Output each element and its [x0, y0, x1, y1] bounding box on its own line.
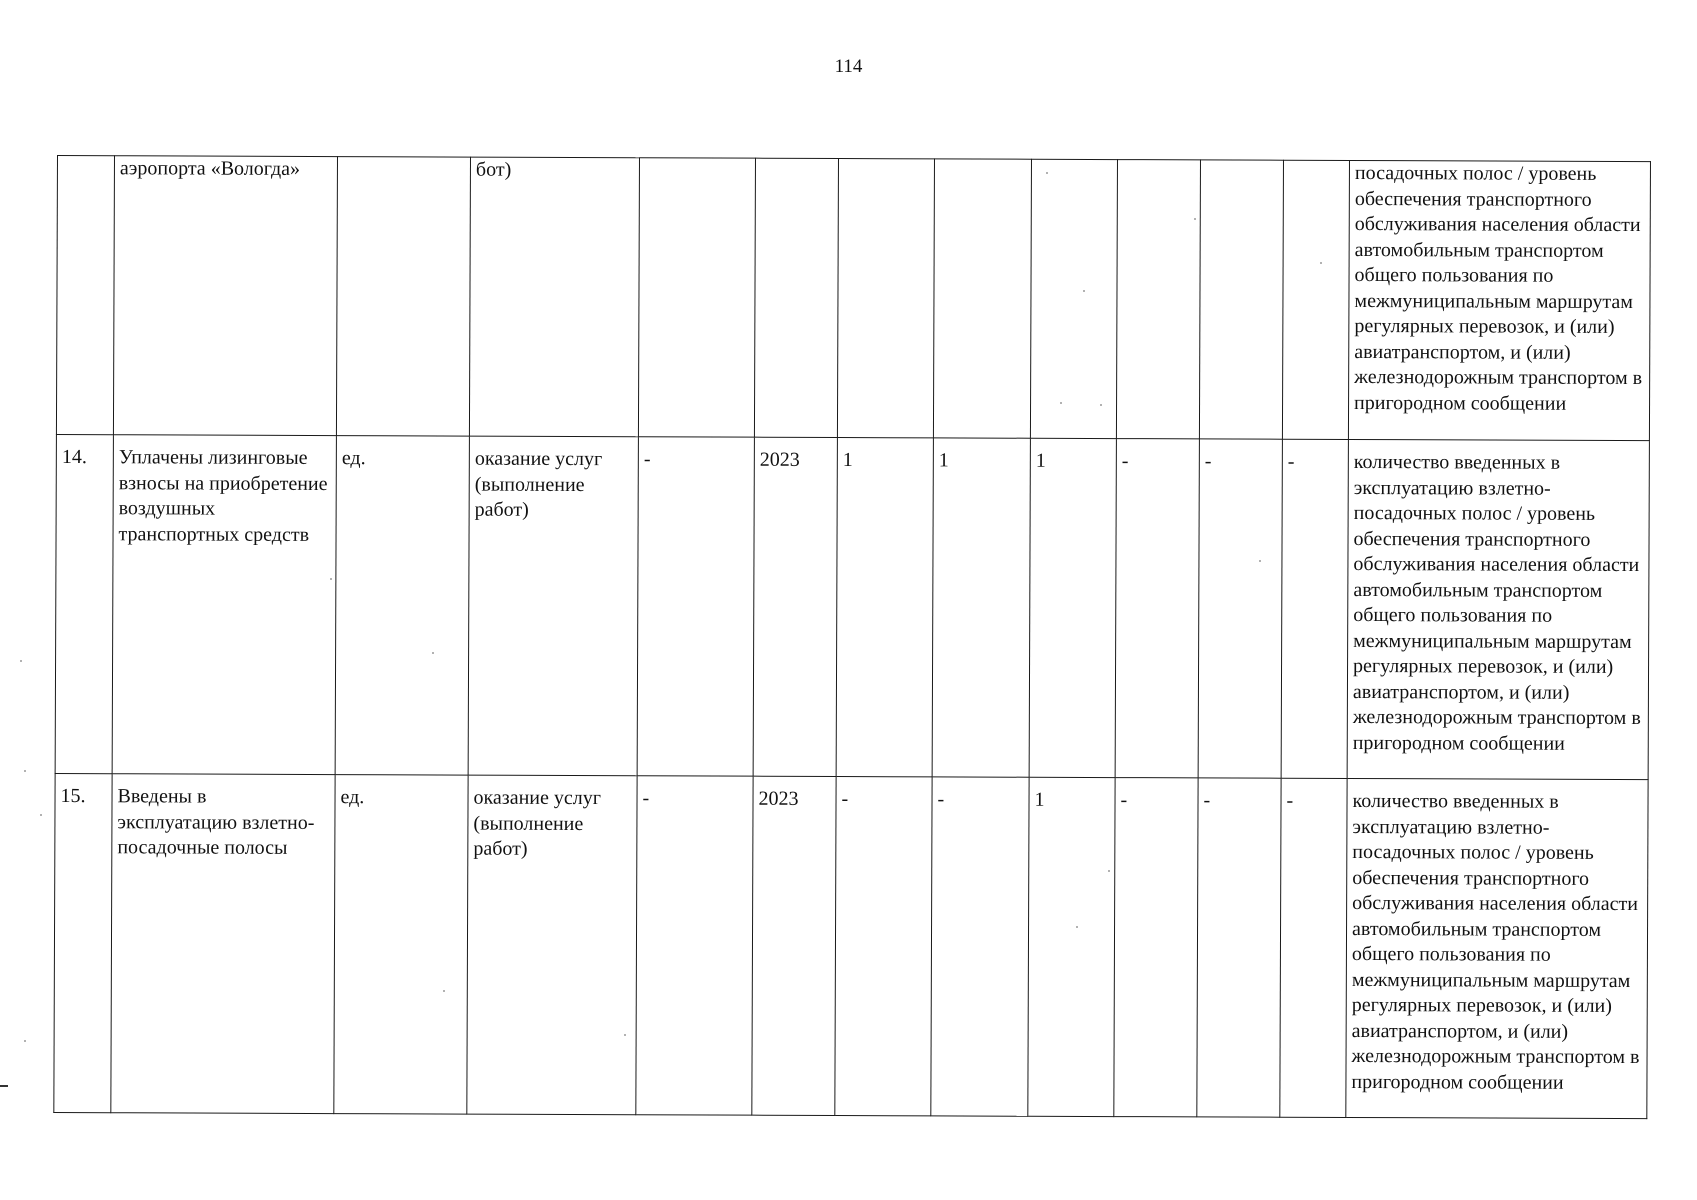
cell-value-2 [933, 159, 1031, 438]
scan-speck [432, 652, 434, 654]
scan-speck [330, 578, 332, 580]
cell-value-2: - [931, 777, 1029, 1116]
cell-value-4: - [1114, 778, 1198, 1117]
cell-number: 15. [54, 773, 112, 1112]
scan-speck [24, 770, 26, 772]
cell-result-name: аэропорта «Вологда» [113, 156, 337, 436]
cell-indicator: посадочных полос / уровень обеспечения транспортного обслуживания населения области автомобильным транспортом общего пользования по межмуниципальным маршрутам регулярных перевозок, и (или) авиатранспортом, и (или) железнодорожным транспортом в пригородном сообщении [1348, 160, 1650, 440]
table-row-15 [54, 773, 1648, 1118]
scan-speck [1060, 402, 1062, 404]
cell-value-6 [1282, 160, 1349, 439]
cell-cost [638, 158, 755, 437]
cell-year: 2023 [752, 776, 836, 1115]
page-number: 114 [834, 56, 863, 77]
scan-speck [40, 814, 42, 816]
cell-value-5 [1199, 160, 1283, 439]
cell-number [56, 156, 114, 435]
cell-unit: ед. [335, 436, 469, 776]
scan-speck [1046, 172, 1048, 174]
scan-speck [1100, 404, 1102, 406]
measures-table [53, 155, 1651, 1119]
cell-value-3 [1030, 159, 1117, 438]
scan-speck [1194, 218, 1196, 220]
scan-speck [1076, 926, 1078, 928]
scan-speck [1108, 870, 1110, 872]
cell-year: 2023 [753, 437, 837, 776]
cell-value-3: 1 [1029, 438, 1116, 777]
cell-value-1: - [835, 776, 932, 1115]
cell-value-6: - [1281, 439, 1348, 778]
cell-result-name: Уплачены лизинговые взносы на приобретение воздушных транспортных средств [112, 435, 336, 775]
cell-number: 14. [55, 434, 113, 773]
cell-cost: - [637, 437, 754, 776]
cell-cost: - [636, 776, 753, 1115]
scan-edge-mark [0, 1085, 8, 1087]
scan-speck [443, 990, 445, 992]
scan-speck [20, 660, 22, 662]
table-row-continued [56, 156, 1650, 441]
cell-unit: ед. [334, 775, 468, 1115]
cell-value-5: - [1197, 778, 1281, 1117]
cell-value-5: - [1198, 439, 1282, 778]
cell-year [754, 158, 838, 437]
cell-type: оказание услуг (выполнение работ) [467, 775, 637, 1115]
cell-result-name: Введены в эксплуатацию взлетно-посадочные полосы [111, 774, 335, 1114]
scan-speck [1259, 560, 1261, 562]
scan-speck [24, 1040, 26, 1042]
cell-value-4: - [1115, 439, 1199, 778]
cell-value-1: 1 [836, 437, 933, 776]
cell-unit [336, 157, 470, 437]
cell-value-1 [837, 159, 934, 438]
scan-speck [1083, 290, 1085, 292]
cell-value-2: 1 [932, 438, 1030, 777]
cell-indicator: количество введенных в эксплуатацию взлетно-посадочных полос / уровень обеспечения транспортного обслуживания населения области автомобильным транспортом общего пользования по межмуниципальным маршрутам регулярных перевозок, и (или) авиатранспортом, и (или) железнодорожным транспортом в пригородном сообщении [1347, 439, 1649, 779]
scan-speck [624, 1034, 626, 1036]
cell-indicator: количество введенных в эксплуатацию взлетно-посадочных полос / уровень обеспечения транспортного обслуживания населения области автомобильным транспортом общего пользования по межмуниципальным маршрутам регулярных перевозок, и (или) авиатранспортом, и (или) железнодорожным транспортом в пригородном сообщении [1346, 778, 1648, 1118]
cell-value-4 [1116, 160, 1200, 439]
cell-type: оказание услуг (выполнение работ) [468, 436, 638, 776]
table-row-14 [55, 434, 1649, 779]
cell-value-6: - [1280, 778, 1347, 1117]
cell-type: бот) [469, 157, 639, 437]
cell-value-3: 1 [1028, 777, 1115, 1116]
scan-speck [1320, 262, 1322, 264]
